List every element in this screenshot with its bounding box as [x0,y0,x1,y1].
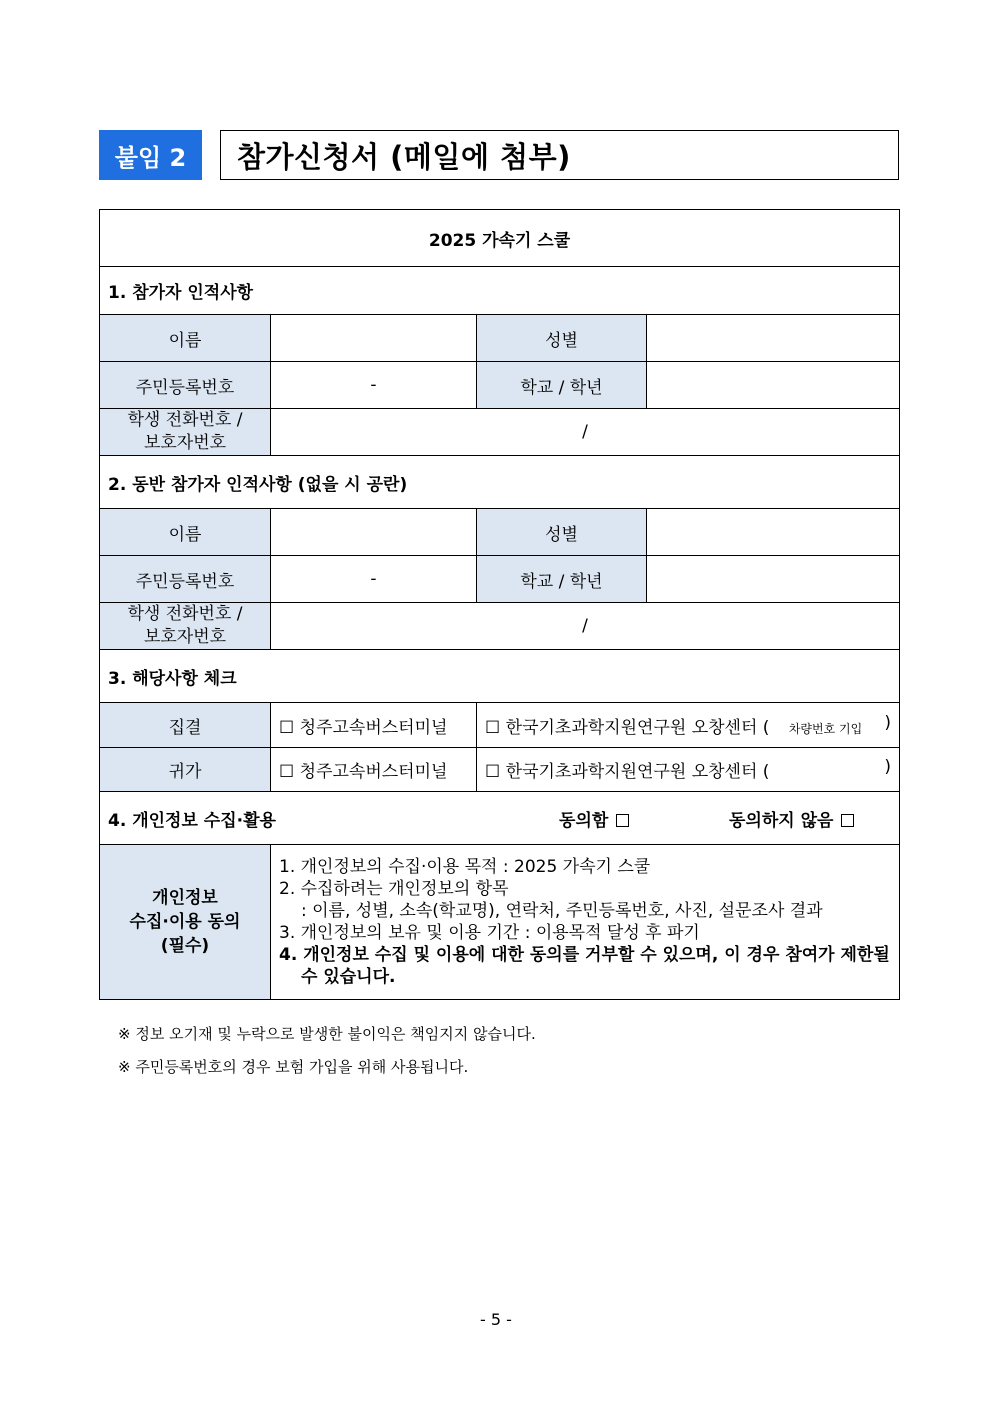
name-label: 이름 [100,315,271,362]
section-1-heading: 1. 참가자 인적사항 [100,267,900,315]
disagree-label: 동의하지 않음 [729,810,834,831]
note-1: ※ 정보 오기재 및 누락으로 발생한 불이익은 책임지지 않습니다. [118,1025,536,1043]
attachment-badge: 붙임 2 [99,130,202,180]
rrn-field[interactable]: - [271,362,477,409]
gender-label: 성별 [477,315,647,362]
gender-field[interactable] [647,315,900,362]
phone-label-line1: 학생 전화번호 / [127,410,243,430]
companion-phone-label-line2: 보호자번호 [143,627,227,647]
school-field[interactable] [647,362,900,409]
consent-item-4: 4. 개인정보 수집 및 이용에 대한 동의를 거부할 수 있으며, 이 경우 참여가 제한될 [279,945,890,965]
return-option-bus[interactable]: ☐ 청주고속버스터미널 [271,748,477,792]
section-3-heading: 3. 해당사항 체크 [100,650,900,703]
companion-school-field[interactable] [647,556,900,603]
consent-item-3: 3. 개인정보의 보유 및 이용 기간 : 이용목적 달성 후 파기 [279,923,700,943]
return-label: 귀가 [100,748,271,792]
gather-option-bus[interactable]: ☐ 청주고속버스터미널 [271,703,477,748]
name-field[interactable] [271,315,477,362]
phone-label-line2: 보호자번호 [143,433,227,453]
note-2: ※ 주민등록번호의 경우 보험 가입을 위해 사용됩니다. [118,1058,469,1076]
gather-option-center-text: ☐ 한국기초과학지원연구원 오창센터 ( [485,717,770,738]
agree-option[interactable] [559,806,729,831]
rrn-label: 주민등록번호 [100,362,271,409]
companion-name-field[interactable] [271,509,477,556]
companion-school-label: 학교 / 학년 [477,556,647,603]
application-form [99,209,900,1000]
companion-gender-field[interactable] [647,509,900,556]
return-option-center[interactable] [477,748,900,792]
document-header [99,130,899,180]
notes [118,1018,536,1084]
form-title: 2025 가속기 스쿨 [100,210,900,267]
phone-field[interactable]: / [271,409,900,456]
consent-label [100,845,271,1000]
disagree-option[interactable] [729,806,899,831]
gather-close-paren: ) [884,712,892,733]
companion-rrn-field[interactable]: - [271,556,477,603]
agree-checkbox[interactable] [616,814,629,827]
car-number-note: 차량번호 기입 [788,721,863,736]
consent-label-line2: 수집·이용 동의 [129,912,241,932]
gather-label: 집결 [100,703,271,748]
companion-phone-field[interactable]: / [271,603,900,650]
companion-phone-label-line1: 학생 전화번호 / [127,604,243,624]
companion-gender-label: 성별 [477,509,647,556]
companion-rrn-label: 주민등록번호 [100,556,271,603]
consent-item-4-cont: 수 있습니다. [301,967,396,987]
agree-label: 동의함 [559,810,609,831]
companion-phone-label [100,603,271,650]
gather-option-center[interactable] [477,703,900,748]
school-label: 학교 / 학년 [477,362,647,409]
consent-label-line3: (필수) [160,936,210,956]
consent-item-1: 1. 개인정보의 수집·이용 목적 : 2025 가속기 스쿨 [279,857,651,877]
return-close-paren: ) [884,757,892,777]
section-4-heading-row [100,792,900,845]
disagree-checkbox[interactable] [841,814,854,827]
companion-name-label: 이름 [100,509,271,556]
consent-label-line1: 개인정보 [152,888,218,908]
page-number: - 5 - [480,1310,512,1329]
page-title: 참가신청서 (메일에 첨부) [220,130,899,180]
section-4-heading: 4. 개인정보 수집·활용 [108,810,276,831]
consent-item-2-detail: : 이름, 성별, 소속(학교명), 연락처, 주민등록번호, 사진, 설문조사 결과 [301,901,823,921]
phone-label [100,409,271,456]
return-option-center-text: ☐ 한국기초과학지원연구원 오창센터 ( [485,762,770,782]
consent-item-2: 2. 수집하려는 개인정보의 항목 [279,879,509,899]
section-2-heading: 2. 동반 참가자 인적사항 (없을 시 공란) [100,456,900,509]
consent-body [271,845,900,1000]
